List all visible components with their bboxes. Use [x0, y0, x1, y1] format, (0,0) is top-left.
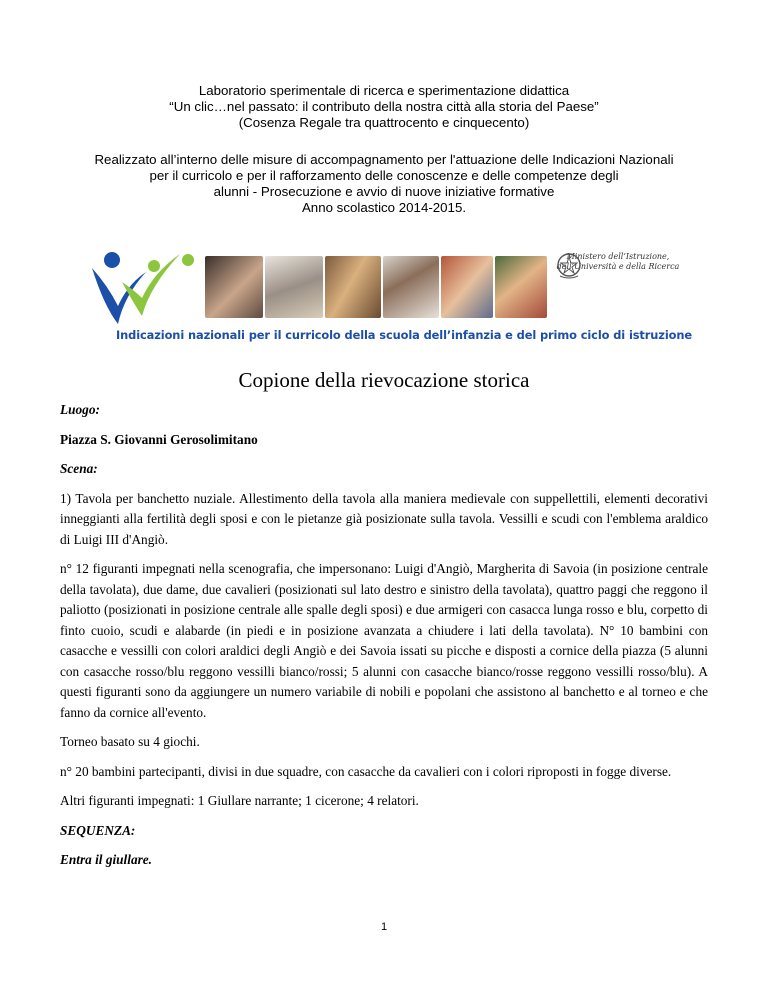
header-line-1: Laboratorio sperimentale di ricerca e sperimentazione didattica — [198, 83, 570, 98]
entra-label: Entra il giullare. — [60, 852, 152, 867]
header-line-3: (Cosenza Regale tra quattrocento e cinquecento) — [238, 115, 530, 130]
ministry-line-1: Ministero dell’Istruzione, — [566, 252, 670, 261]
torneo-paragraph: Torneo basato su 4 giochi. — [60, 734, 200, 749]
classroom-photo-2 — [265, 256, 323, 318]
classroom-photo-4 — [383, 256, 439, 318]
republic-emblem-icon — [556, 252, 582, 280]
lab-header — [60, 83, 708, 131]
bambini-paragraph: n° 20 bambini partecipanti, divisi in due squadre, con casacche da cavalieri con i colori riproposti in fogge diverse. — [60, 763, 672, 779]
intro-line-4: Anno scolastico 2014-2015. — [301, 200, 467, 215]
scena-label: Scena: — [60, 461, 98, 476]
banner-caption: Indicazioni nazionali per il curricolo della scuola dell’infanzia e del primo ciclo di istruzione — [116, 328, 693, 342]
intro-paragraph — [60, 152, 708, 216]
scena-paragraph: 1) Tavola per banchetto nuziale. Allestimento della tavola alla maniera medievale con suppellettili, elementi decorativi inneggianti alla fertilità degli sposi e con le pietanze già posizionate sulla tavola. Vessilli e scudi con l'emblema araldico di Luigi III d'Angiò. — [60, 490, 708, 547]
altri-paragraph: Altri figuranti impegnati: 1 Giullare narrante; 1 cicerone; 4 relatori. — [60, 793, 419, 808]
header-line-2: “Un clic…nel passato: il contributo della nostra città alla storia del Paese” — [169, 99, 599, 114]
indicazioni-logo-icon — [88, 246, 208, 330]
document-title: Copione della rievocazione storica — [238, 368, 530, 392]
ministry-line-2: dell’Università e della Ricerca — [556, 262, 680, 271]
luogo-value: Piazza S. Giovanni Gerosolimitano — [60, 431, 258, 447]
intro-line-1: Realizzato all’interno delle misure di accompagnamento per l'attuazione delle Indicazioni Nazionali — [94, 152, 674, 167]
intro-line-3: alunni - Prosecuzione e avvio di nuove iniziative formative — [213, 184, 555, 199]
intro-line-2: per il curricolo e per il rafforzamento delle conoscenze e delle competenze degli — [149, 168, 619, 183]
classroom-photo-1 — [205, 256, 263, 318]
classroom-photo-3 — [325, 256, 381, 318]
ministry-emblem — [556, 252, 680, 318]
document-body — [60, 400, 708, 880]
classroom-photo-5 — [441, 256, 493, 318]
photo-strip — [205, 256, 547, 318]
figuranti-paragraph: n° 12 figuranti impegnati nella scenografia, che impersonano: Luigi d'Angiò, Margherita di Savoia (in posizione centrale della tavolata), due dame, due cavalieri (posizionati sul lato destro e sinistro della tavolata), quattro paggi che reggono il paliotto (posizionati in posizione centrale alle spalle degli sposi) e due armigeri con casacca lunga rosso e blu, corpetto di finto cuoio, scudi e alabarde (in piedi e in posizione avanzata a chiudere i lati della tavolata). N° 10 bambini con casacche e vessilli con colori araldici degli Angiò e dei Savoia issati su picche e disposti a cornice della piazza (5 alunni con casacche rosso/blu reggono vessilli bianco/rossi; 5 alunni con casacche bianco/rosse reggono vessilli rosso/blu). A questi figuranti sono da aggiungere un numero variabile di nobili e popolani che assistono al banchetto e al torneo e che fanno da cornice all'evento. — [60, 561, 708, 720]
indicazioni-banner — [88, 246, 693, 350]
classroom-photo-6 — [495, 256, 547, 318]
sequenza-label: SEQUENZA: — [60, 822, 136, 838]
luogo-label: Luogo: — [60, 402, 100, 417]
page-number: 1 — [380, 921, 388, 933]
